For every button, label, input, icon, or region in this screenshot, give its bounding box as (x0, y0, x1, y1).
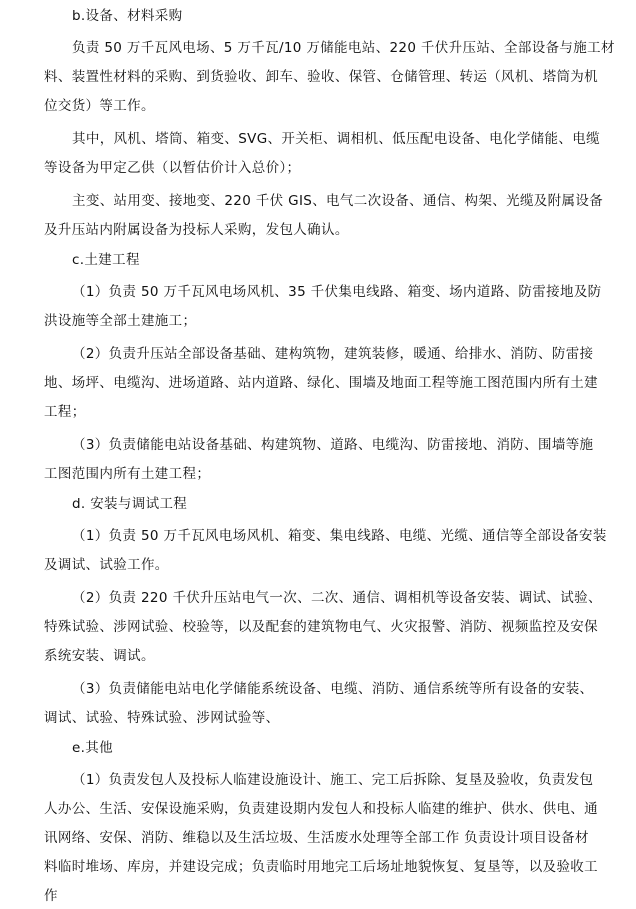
section-e-heading: e.其他 (72, 740, 113, 756)
section-d-paragraph-3-line-2: 调试、试验、特殊试验、涉网试验等、 (44, 710, 280, 726)
section-b-heading: b.设备、材料采购 (72, 8, 183, 24)
section-e-paragraph-1-line-2: 人办公、生活、安保设施采购，负责建设期内发包人和投标人临建的维护、供水、供电、通 (44, 801, 598, 817)
section-e-paragraph-1-line-3: 讯网络、安保、消防、维稳以及生活垃圾、生活废水处理等全部工作 负责设计项目设备材 (44, 830, 589, 846)
section-c-paragraph-1-line-1: （1）负责 50 万千瓦风电场风机、35 千伏集电线路、箱变、场内道路、防雷接地及防 (72, 284, 602, 300)
section-e-paragraph-1-line-4: 料临时堆场、库房，并建设完成；负责临时用地完工后场址地貌恢复、复垦等，以及验收工 (44, 859, 598, 875)
section-b-paragraph-2-line-1: 其中，风机、塔筒、箱变、SVG、开关柜、调相机、低压配电设备、电化学储能、电缆 (72, 131, 600, 147)
section-c-paragraph-3-line-2: 工图范围内所有土建工程； (44, 466, 211, 482)
section-e-paragraph-1-line-5: 作 (44, 888, 58, 904)
section-b-paragraph-1-line-1: 负责 50 万千瓦风电场、5 万千瓦/10 万储能电站、220 千伏升压站、全部设备与施工材 (72, 40, 615, 56)
section-d-paragraph-1-line-2: 及调试、试验工作。 (44, 557, 169, 573)
section-c-paragraph-2-line-3: 工程； (44, 404, 86, 420)
section-d-paragraph-3-line-1: （3）负责储能电站电化学储能系统设备、电缆、消防、通信系统等所有设备的安装、 (72, 681, 594, 697)
section-e-paragraph-1-line-1: （1）负责发包人及投标人临建设施设计、施工、完工后拆除、复垦及验收，负责发包 (72, 772, 594, 788)
section-c-paragraph-3-line-1: （3）负责储能电站设备基础、构建筑物、道路、电缆沟、防雷接地、消防、围墙等施 (72, 437, 594, 453)
section-c-paragraph-2-line-1: （2）负责升压站全部设备基础、建构筑物，建筑装修，暖通、给排水、消防、防雷接 (72, 346, 594, 362)
section-b-paragraph-1-line-3: 位交货）等工作。 (44, 98, 155, 114)
section-b-paragraph-3-line-2: 及升压站内附属设备为投标人采购，发包人确认。 (44, 222, 349, 238)
section-d-paragraph-2-line-3: 系统安装、调试。 (44, 648, 155, 664)
section-b-paragraph-3-line-1: 主变、站用变、接地变、220 千伏 GIS、电气二次设备、通信、构架、光缆及附属设备 (72, 193, 604, 209)
section-c-paragraph-2-line-2: 地、场坪、电缆沟、进场道路、站内道路、绿化、围墙及地面工程等施工图范围内所有土建 (44, 375, 598, 391)
section-c-heading: c.土建工程 (72, 252, 140, 268)
section-c-paragraph-1-line-2: 洪设施等全部土建施工； (44, 313, 197, 329)
section-d-heading: d. 安装与调试工程 (72, 496, 188, 512)
section-b-paragraph-2-line-2: 等设备为甲定乙供（以暂估价计入总价）； (44, 160, 301, 176)
section-b-paragraph-1-line-2: 料、装置性材料的采购、到货验收、卸车、验收、保管、仓储管理、转运（风机、塔筒为机 (44, 69, 598, 85)
section-d-paragraph-1-line-1: （1）负责 50 万千瓦风电场风机、箱变、集电线路、电缆、光缆、通信等全部设备安装 (72, 528, 607, 544)
section-d-paragraph-2-line-2: 特殊试验、涉网试验、校验等，以及配套的建筑物电气、火灾报警、消防、视频监控及安保 (44, 619, 598, 635)
section-d-paragraph-2-line-1: （2）负责 220 千伏升压站电气一次、二次、通信、调相机等设备安装、调试、试验、 (72, 590, 602, 606)
